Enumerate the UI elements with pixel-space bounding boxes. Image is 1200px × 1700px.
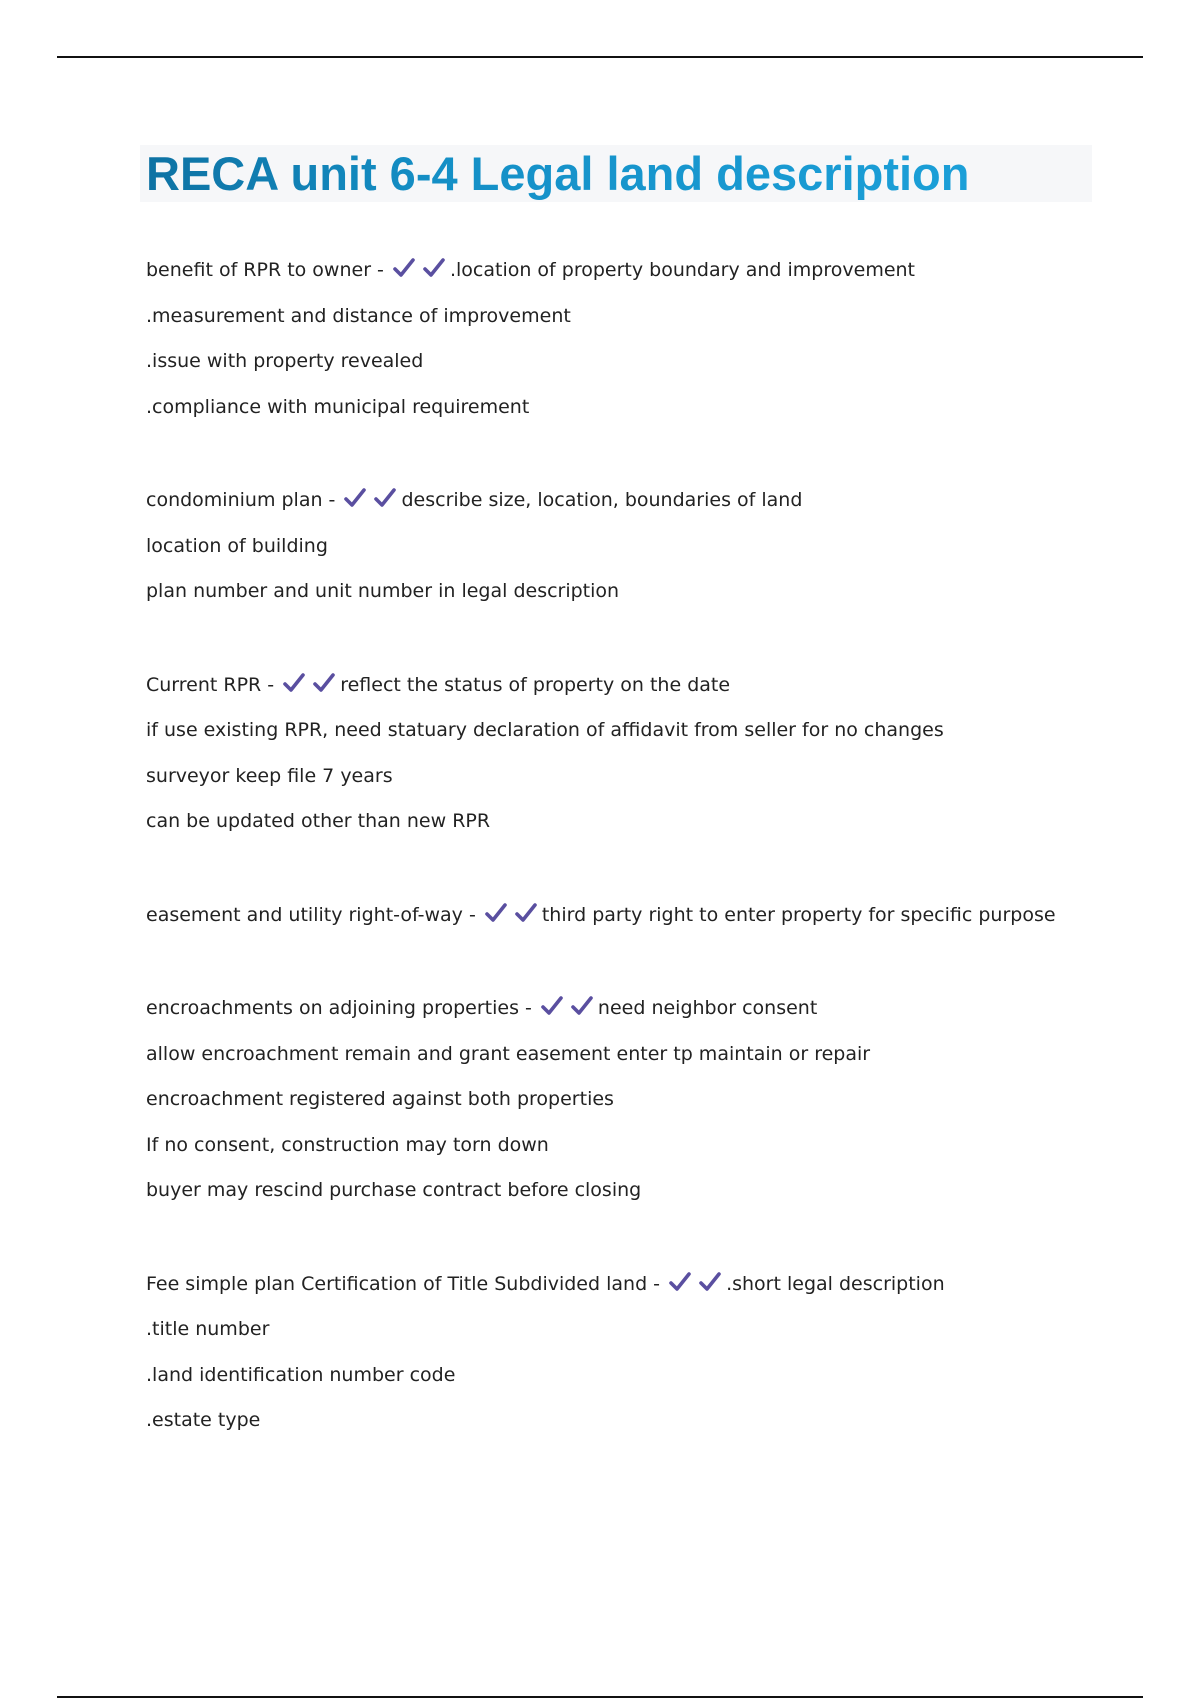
checkmark-icon xyxy=(698,1270,722,1294)
card-term-line xyxy=(146,248,1146,294)
card-answer-line: .land identification number code xyxy=(146,1363,456,1386)
flashcard xyxy=(146,893,1146,939)
checkmark-icon xyxy=(343,486,367,510)
card-term: condominium plan - xyxy=(146,489,336,511)
card-term-line xyxy=(146,986,1146,1032)
checkmark-icon xyxy=(668,1270,692,1294)
flashcard xyxy=(146,986,1146,1214)
card-answer: reflect the status of property on the date xyxy=(340,673,731,696)
card-term-line xyxy=(146,663,1146,709)
card-answer-line: surveyor keep file 7 years xyxy=(146,764,393,787)
document-title: RECA unit 6-4 Legal land description xyxy=(146,147,970,200)
header-rule xyxy=(57,56,1143,58)
card-answer-line: plan number and unit number in legal description xyxy=(146,580,620,602)
card-answer: need neighbor consent xyxy=(597,997,818,1019)
card-answer-line: .title number xyxy=(146,1318,270,1340)
card-answer: .location of property boundary and improvement xyxy=(449,259,916,281)
card-term-line xyxy=(146,1262,1146,1308)
card-answer-line: .estate type xyxy=(146,1409,261,1431)
card-term-line xyxy=(146,478,1146,524)
flashcard xyxy=(146,248,1146,430)
checkmark-icon xyxy=(540,994,564,1018)
card-answer-line: can be updated other than new RPR xyxy=(146,810,491,832)
checkmark-icon xyxy=(373,486,397,510)
flashcard xyxy=(146,663,1146,845)
card-answer: third party right to enter property for specific purpose xyxy=(541,903,1056,926)
card-answer: .short legal description xyxy=(726,1272,945,1295)
card-term-line xyxy=(146,893,1146,939)
checkmark-icon xyxy=(514,901,538,925)
card-answer-line: if use existing RPR, need statuary declaration of affidavit from seller for no changes xyxy=(146,719,944,741)
card-term: benefit of RPR to owner - xyxy=(146,259,384,281)
checkmark-icon xyxy=(570,994,594,1018)
card-answer-line: .compliance with municipal requirement xyxy=(146,395,530,418)
card-term: encroachments on adjoining properties - xyxy=(146,997,532,1019)
card-answer-line: If no consent, construction may torn down xyxy=(146,1133,549,1156)
card-answer-line: allow encroachment remain and grant easement enter tp maintain or repair xyxy=(146,1042,871,1065)
card-answer-line: buyer may rescind purchase contract before closing xyxy=(146,1179,642,1201)
card-term: Fee simple plan Certification of Title Subdivided land - xyxy=(146,1272,661,1295)
checkmark-icon xyxy=(312,671,336,695)
checkmark-icon xyxy=(484,901,508,925)
checkmark-icon xyxy=(282,671,306,695)
checkmark-icon xyxy=(422,256,446,280)
card-term: easement and utility right-of-way - xyxy=(146,903,476,926)
card-answer-line: .issue with property revealed xyxy=(146,350,424,372)
card-term: Current RPR - xyxy=(146,673,275,696)
flashcard xyxy=(146,478,1146,615)
flashcard-list xyxy=(146,248,1146,1492)
checkmark-icon xyxy=(392,256,416,280)
flashcard xyxy=(146,1262,1146,1444)
card-answer-line: location of building xyxy=(146,534,328,557)
footer-rule xyxy=(57,1696,1143,1698)
card-answer: describe size, location, boundaries of land xyxy=(401,489,803,511)
card-answer-line: encroachment registered against both properties xyxy=(146,1088,614,1110)
card-answer-line: .measurement and distance of improvement xyxy=(146,304,571,327)
